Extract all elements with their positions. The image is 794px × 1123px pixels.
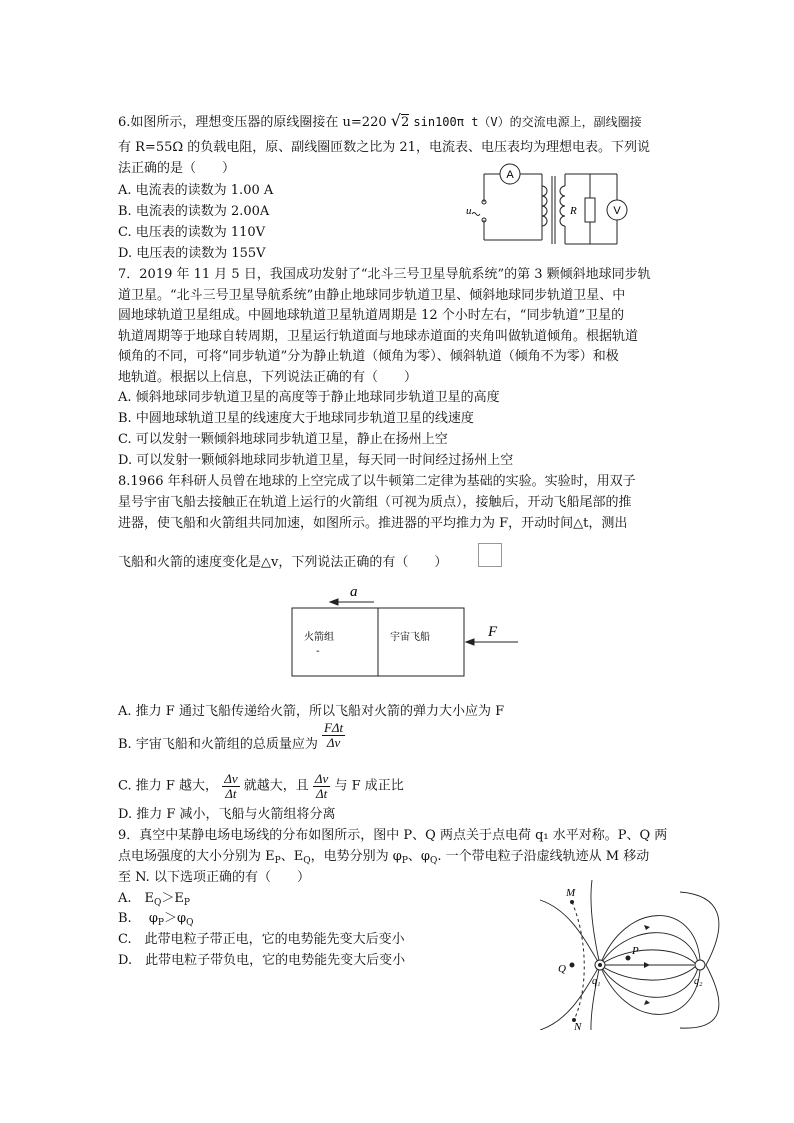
q7-line1: 7．2019 年 11 月 5 日，我国成功发射了“北斗三号卫星导航系统”的第 3 颗倾斜地球同步轨: [118, 267, 651, 282]
point-q-label: Q: [558, 963, 566, 975]
q6-line1-a: 6.如图所示，理想变压器的原线圈接在 u=220: [118, 115, 387, 130]
q7-line2: 道卫星。“北斗三号卫星导航系统”由静止地球同步轨道卫星、倾斜地球同步轨道卫星、中: [118, 288, 626, 303]
q9-option-b-a: B. φ: [118, 911, 158, 926]
fraction-f-dt-dv: [322, 721, 345, 750]
fraction-numerator: FΔt: [323, 719, 344, 735]
sub-q: Q: [186, 918, 194, 928]
q9-line2-a: 点电场强度的大小分别为 E: [118, 849, 275, 864]
spacecraft-rocket-figure: [290, 582, 525, 680]
q8-option-c-c: 与 F 成正比: [334, 778, 404, 794]
q9-line3: 至 N. 以下选项正确的有（ ）: [118, 870, 310, 885]
q9-option-b-b: ＞φ: [163, 911, 187, 926]
q9-line2: [118, 848, 649, 870]
sub-p: P: [183, 898, 190, 908]
ammeter-label: A: [506, 169, 514, 181]
q8-option-c-b: 就越大，且: [243, 778, 309, 794]
sqrt-symbol: √: [390, 111, 401, 130]
sub-p: P: [157, 918, 164, 928]
sub-q: Q: [303, 856, 311, 866]
q6-line1-b: sin100π t（V）的交流电源上，副线圈接: [413, 115, 642, 129]
q8-line3: 进器，使飞船和火箭组共同加速，如图所示。推进器的平均推力为 F，开动时间△t，测出: [118, 516, 628, 531]
q6-option-b: B. 电流表的读数为 2.00A: [118, 204, 270, 219]
q8-option-c: [118, 772, 404, 801]
fraction-denominator: Δt: [315, 786, 328, 801]
sub-p: P: [274, 856, 281, 866]
sub-q: Q: [430, 856, 438, 866]
q7-option-c: C. 可以发射一颗倾斜地球同步轨道卫星，静止在扬州上空: [118, 432, 448, 447]
point-m-label: M: [566, 887, 576, 899]
q6-option-c: C. 电压表的读数为 110V: [118, 225, 266, 240]
q8-option-a: A. 推力 F 通过飞船传递给火箭，所以飞船对火箭的弹力大小应为 F: [118, 704, 505, 719]
q9-line2-b: 、E: [280, 849, 304, 864]
q7-line6: 地轨道。根据以上信息，下列说法正确的有（ ）: [118, 370, 418, 385]
voltmeter-label: V: [613, 205, 621, 217]
acceleration-label: a: [350, 584, 358, 600]
q8-line4: 飞船和火箭的速度变化是△v，下列说法正确的有（ ）: [118, 555, 448, 570]
electric-field-figure: [530, 880, 730, 1030]
q7-line4: 轨道周期等于地球自转周期，卫星运行轨道面与地球赤道面的夹角叫做轨道倾角。根据轨道: [118, 329, 639, 344]
fraction-numerator: Δv: [224, 771, 238, 786]
q7-line5: 倾角的不同，可将“同步轨道”分为静止轨道（倾角为零）、倾斜轨道（倾角不为零）和极: [118, 349, 619, 364]
q9-option-a-a: A. E: [118, 891, 155, 906]
q8-line2: 星号宇宙飞船去接触正在轨道上运行的火箭组（可视为质点），接触后，开动飞船尾部的推: [118, 495, 632, 510]
fraction-dv-dt-2: [313, 772, 330, 801]
q7-option-b: B. 中圆地球轨道卫星的线速度大于地球同步轨道卫星的线速度: [118, 411, 474, 426]
q6-option-d: D. 电压表的读数为 155V: [118, 246, 266, 261]
point-p-label: P: [632, 945, 639, 957]
spaceship-label: 宇宙飞船: [390, 632, 430, 643]
q7-option-a: A. 倾斜地球同步轨道卫星的高度等于静止地球同步轨道卫星的高度: [118, 390, 500, 405]
rocket-group-dash: -: [316, 646, 320, 657]
q7-line3: 圆地球轨道卫星组成。中圆地球轨道卫星轨道周期是 12 个小时左右，“同步轨道”卫星的: [118, 308, 625, 323]
q9-line1: 9．真空中某静电场电场线的分布如图所示，图中 P、Q 两点关于点电荷 q₁ 水平对称。P、Q 两: [118, 828, 668, 843]
q8-option-c-a: C. 推力 F 越大，: [118, 778, 219, 794]
source-label: u: [466, 205, 472, 217]
sub-q: Q: [154, 898, 162, 908]
q6-option-a: A. 电流表的读数为 1.00 A: [118, 183, 274, 198]
fraction-denominator: Δt: [225, 786, 237, 801]
q7-option-d: D. 可以发射一颗倾斜地球同步轨道卫星，每天同一时间经过扬州上空: [118, 453, 514, 468]
point-n-label: N: [574, 1021, 582, 1030]
q9-option-c: C. 此带电粒子带正电，它的电势能先变大后变小: [118, 932, 405, 947]
sub-p: P: [401, 856, 408, 866]
rocket-group-label: 火箭组: [304, 632, 334, 643]
fraction-denominator: Δv: [326, 734, 341, 750]
fraction-numerator: Δv: [314, 771, 329, 786]
q6-line2: 有 R=55Ω 的负载电阻，原、副线圈匝数之比为 21，电流表、电压表均为理想电表。下列说: [118, 140, 650, 155]
resistor-label: R: [570, 205, 577, 217]
q8-line1: 8.1966 年科研人员曾在地球的上空完成了以牛顿第二定律为基础的实验。实验时，用双子: [118, 474, 636, 489]
transformer-circuit-figure: [462, 162, 642, 252]
sqrt-number: 2: [400, 115, 410, 130]
charge-q2-label: q₂: [694, 976, 703, 987]
q9-option-a-b: ＞E: [161, 891, 184, 906]
q8-option-b-text: B. 宇宙飞船和火箭组的总质量应为: [118, 737, 318, 752]
q9-option-d: D. 此带电粒子带负电，它的电势能先变大后变小: [118, 953, 406, 968]
q9-line2-d: 、φ: [407, 849, 430, 864]
fraction-dv-dt-1: [222, 772, 239, 801]
q9-line2-e: . 一个带电粒子沿虚线轨迹从 M 移动: [437, 849, 650, 864]
thumbnail-image: [478, 543, 502, 567]
charge-q1-label: q₁: [592, 976, 601, 987]
q6-line3: 法正确的是（ ）: [118, 161, 236, 176]
q9-option-b: [118, 910, 193, 932]
q9-line2-c: ，电势分别为 φ: [310, 849, 402, 864]
q8-option-b: [118, 719, 345, 755]
q9-option-a: [118, 890, 190, 912]
q8-option-d: D. 推力 F 减小，飞船与火箭组将分离: [118, 807, 336, 822]
force-label: F: [488, 624, 498, 640]
q6-line1: [118, 112, 642, 132]
